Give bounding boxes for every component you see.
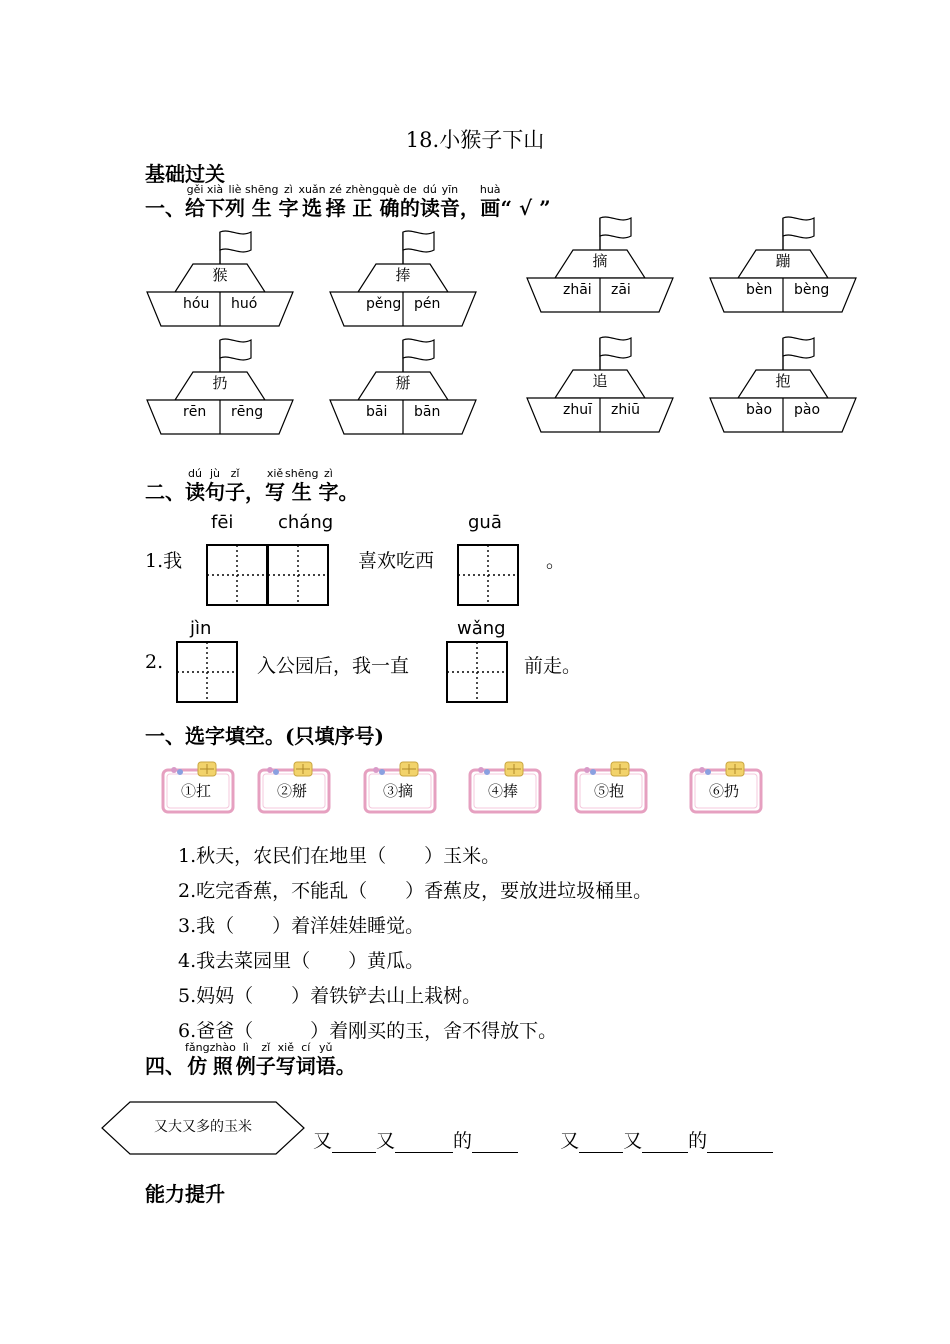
option-card-1 xyxy=(160,760,232,810)
hanzi: 子 xyxy=(255,1054,276,1078)
boat-char: 摘 xyxy=(592,252,608,270)
hanzi: 生 xyxy=(291,480,312,504)
ruby-word xyxy=(480,184,501,220)
q2-heading xyxy=(145,468,358,504)
pinyin-gua: guā xyxy=(468,512,502,533)
q1-comma: ， xyxy=(459,196,480,220)
fill-sentence-2: 2.吃完香蕉，不能乱（ ）香蕉皮，要放进垃圾桶里。 xyxy=(178,880,653,902)
blank-1[interactable] xyxy=(332,1132,376,1153)
pattern-you-3: 又 xyxy=(560,1130,580,1152)
boat-2 xyxy=(328,228,478,343)
boat-option-b[interactable]: huó xyxy=(231,296,258,312)
pinyin-annotation: de xyxy=(402,183,417,196)
q1-number: 一、 xyxy=(145,196,185,220)
blank-3[interactable] xyxy=(472,1132,518,1153)
pinyin-annotation: què xyxy=(379,183,400,196)
boat-char: 捧 xyxy=(395,266,411,284)
ruby-word xyxy=(265,468,285,504)
writing-grid-4[interactable] xyxy=(176,641,238,703)
option-card-2 xyxy=(256,760,328,810)
ruby-word xyxy=(316,1042,336,1078)
pattern-you-2: 又 xyxy=(376,1130,396,1152)
q4-number: 四、 xyxy=(145,1054,185,1078)
example-text: 又大又多的玉米 xyxy=(154,1119,252,1135)
hanzi: 音 xyxy=(439,196,460,220)
hanzi: 确 xyxy=(379,196,400,220)
hanzi: 生 xyxy=(251,196,272,220)
pinyin-annotation: fǎng xyxy=(185,1041,210,1054)
hanzi: 仿 xyxy=(187,1054,208,1078)
pinyin-wang: wǎng xyxy=(457,618,506,639)
sentence1-mid: 喜欢吃西 xyxy=(358,550,435,572)
option-card-6 xyxy=(688,760,760,810)
boat-char: 抱 xyxy=(775,372,791,390)
ruby-word xyxy=(440,184,460,220)
hanzi: 例 xyxy=(235,1054,256,1078)
pinyin-annotation: xuǎn xyxy=(298,183,326,196)
hanzi: 的 xyxy=(399,196,420,220)
page-title: 18.小猴子下山 xyxy=(405,128,545,152)
writing-grid-2[interactable] xyxy=(267,544,329,606)
boat-shape xyxy=(708,214,858,329)
sentence1-start: 1.我 xyxy=(145,550,183,572)
hanzi: 写 xyxy=(275,1054,296,1078)
card-label: ⑤抱 xyxy=(593,782,624,800)
pinyin-annotation: cí xyxy=(301,1041,311,1054)
blank-6[interactable] xyxy=(707,1132,773,1153)
boat-shape xyxy=(328,336,478,451)
section-ability-heading: 能力提升 xyxy=(145,1182,225,1206)
ruby-word xyxy=(346,184,379,220)
blank-5[interactable] xyxy=(642,1132,688,1153)
hanzi: 字 xyxy=(278,196,299,220)
pinyin-annotation: xiě xyxy=(266,467,284,480)
boat-option-a[interactable]: bèn xyxy=(746,282,773,298)
boat-char: 扔 xyxy=(212,374,228,392)
hanzi: 照 xyxy=(212,1054,233,1078)
pinyin-annotation: huà xyxy=(479,183,501,196)
pinyin-annotation: dú xyxy=(188,467,202,480)
pattern-you-1: 又 xyxy=(313,1130,333,1152)
boat-shape xyxy=(328,228,478,343)
card-label: ⑥扔 xyxy=(708,782,739,800)
boat-option-a[interactable]: rēn xyxy=(183,404,207,420)
hanzi: 画 xyxy=(480,196,501,220)
ruby-word xyxy=(285,468,318,504)
q2-comma: ， xyxy=(245,480,265,504)
boat-option-a[interactable]: zhāi xyxy=(563,282,592,298)
pinyin-annotation: dú xyxy=(422,183,437,196)
q3-heading: 一、选字填空。(只填序号) xyxy=(145,724,384,748)
option-card-4 xyxy=(467,760,539,810)
ruby-word xyxy=(400,184,420,220)
boat-option-a[interactable]: zhuī xyxy=(563,402,592,418)
hanzi: 读 xyxy=(185,480,205,504)
q4-heading xyxy=(145,1042,356,1078)
sentence2-end: 前走。 xyxy=(524,655,582,677)
boat-shape xyxy=(525,334,675,449)
ruby-word xyxy=(225,184,245,220)
pinyin-annotation: lì xyxy=(242,1041,249,1054)
pattern-de-2: 的 xyxy=(688,1130,708,1152)
boat-option-b[interactable]: pén xyxy=(414,296,441,312)
hanzi: 给 xyxy=(185,196,205,220)
q2-period: 。 xyxy=(338,480,359,504)
pinyin-annotation: zì xyxy=(324,467,333,480)
boat-char: 猴 xyxy=(212,266,228,284)
ruby-word xyxy=(379,184,400,220)
boat-option-b[interactable]: bèng xyxy=(794,282,830,298)
fill-sentence-5: 5.妈妈（ ）着铁铲去山上栽树。 xyxy=(178,985,482,1007)
fill-sentence-4: 4.我去菜园里（ ）黄瓜。 xyxy=(178,950,425,972)
ruby-word xyxy=(185,468,205,504)
option-card-5 xyxy=(573,760,645,810)
section-basic-heading: 基础过关 xyxy=(145,162,225,186)
boat-option-a[interactable]: pěng xyxy=(366,296,402,312)
boat-option-a[interactable]: bào xyxy=(746,402,773,418)
boat-option-b[interactable]: zhiū xyxy=(611,402,640,418)
hanzi: 子 xyxy=(225,480,245,504)
boat-char: 蹦 xyxy=(775,252,791,270)
hanzi: 写 xyxy=(265,480,285,504)
pinyin-annotation: xià xyxy=(206,183,224,196)
pinyin-annotation: zì xyxy=(284,183,293,196)
q4-period: 。 xyxy=(335,1054,356,1078)
pinyin-annotation: zhào xyxy=(209,1041,236,1054)
ruby-word xyxy=(225,468,245,504)
boat-char: 掰 xyxy=(395,374,411,392)
option-card-3 xyxy=(362,760,434,810)
hanzi: 择 xyxy=(325,196,346,220)
pinyin-jin: jìn xyxy=(190,618,212,639)
ruby-word xyxy=(205,184,225,220)
pinyin-annotation: yǔ xyxy=(319,1041,333,1054)
pattern-row xyxy=(313,1126,773,1153)
pinyin-annotation: xiě xyxy=(277,1041,294,1054)
boat-char: 追 xyxy=(592,372,608,390)
pinyin-annotation: zhèng xyxy=(345,183,380,196)
hanzi: 句 xyxy=(205,480,225,504)
boat-option-a[interactable]: bāi xyxy=(366,404,388,420)
pinyin-fei: fēi xyxy=(211,512,234,533)
hanzi: 字 xyxy=(318,480,339,504)
sentence2-mid: 入公园后，我一直 xyxy=(257,655,410,677)
ruby-word xyxy=(298,184,325,220)
hanzi: 词 xyxy=(295,1054,316,1078)
pinyin-annotation: shēng xyxy=(245,183,279,196)
writing-grid-5[interactable] xyxy=(446,641,508,703)
q1-tail: “ √ ” xyxy=(500,196,551,220)
ruby-word xyxy=(326,184,346,220)
boat-shape xyxy=(708,334,858,449)
boat-shape xyxy=(525,214,675,329)
sentence2-start: 2. xyxy=(145,651,164,673)
ruby-word xyxy=(236,1042,256,1078)
ruby-word xyxy=(420,184,440,220)
hanzi: 正 xyxy=(352,196,373,220)
pinyin-annotation: zé xyxy=(329,183,342,196)
sentence1-end: 。 xyxy=(546,550,566,572)
ruby-word xyxy=(185,184,205,220)
boat-shape xyxy=(145,228,295,343)
ruby-word xyxy=(185,1042,210,1078)
boat-7 xyxy=(525,334,675,449)
hanzi: 语 xyxy=(315,1054,336,1078)
ruby-word xyxy=(205,468,225,504)
card-label: ①扛 xyxy=(180,782,211,800)
blank-2[interactable] xyxy=(395,1132,453,1153)
boat-option-a[interactable]: hóu xyxy=(183,296,210,312)
boat-8 xyxy=(708,334,858,449)
boat-1 xyxy=(145,228,295,343)
card-label: ③摘 xyxy=(382,782,413,800)
hanzi: 选 xyxy=(302,196,323,220)
ruby-word xyxy=(276,1042,296,1078)
pinyin-annotation: jù xyxy=(209,467,221,480)
q1-heading xyxy=(145,184,551,220)
pinyin-annotation: zǐ xyxy=(261,1041,271,1054)
writing-grid-3[interactable] xyxy=(457,544,519,606)
pinyin-annotation: liè xyxy=(228,183,242,196)
boat-3 xyxy=(525,214,675,329)
ruby-word xyxy=(256,1042,276,1078)
blank-4[interactable] xyxy=(579,1132,623,1153)
hanzi: 下 xyxy=(205,196,225,220)
pinyin-chang: cháng xyxy=(278,512,334,533)
ruby-word xyxy=(296,1042,316,1078)
ruby-word xyxy=(210,1042,236,1078)
boat-4 xyxy=(708,214,858,329)
boat-option-b[interactable]: pào xyxy=(794,402,821,418)
fill-sentence-3: 3.我（ ）着洋娃娃睡觉。 xyxy=(178,915,425,937)
ruby-word xyxy=(318,468,338,504)
card-label: ②掰 xyxy=(276,782,307,800)
q2-number: 二、 xyxy=(145,480,185,504)
boat-shape xyxy=(145,336,295,451)
boat-6 xyxy=(328,336,478,451)
boat-option-b[interactable]: zāi xyxy=(611,282,631,298)
card-label: ④捧 xyxy=(487,782,518,800)
ruby-word xyxy=(245,184,278,220)
fill-sentence-1: 1.秋天，农民们在地里（ ）玉米。 xyxy=(178,845,501,867)
ruby-word xyxy=(278,184,298,220)
pinyin-annotation: gěi xyxy=(186,183,204,196)
pattern-you-4: 又 xyxy=(623,1130,643,1152)
pattern-de-1: 的 xyxy=(453,1130,473,1152)
pinyin-annotation: yīn xyxy=(441,183,459,196)
boat-option-b[interactable]: rēng xyxy=(231,404,264,420)
hanzi: 读 xyxy=(419,196,440,220)
writing-grid-1[interactable] xyxy=(206,544,268,606)
pinyin-annotation: zǐ xyxy=(230,467,240,480)
hanzi: 列 xyxy=(225,196,245,220)
boat-option-b[interactable]: bān xyxy=(414,404,441,420)
fill-sentence-6: 6.爸爸（ ）着刚买的玉，舍不得放下。 xyxy=(178,1020,558,1042)
boat-5 xyxy=(145,336,295,451)
pinyin-annotation: shēng xyxy=(285,467,319,480)
